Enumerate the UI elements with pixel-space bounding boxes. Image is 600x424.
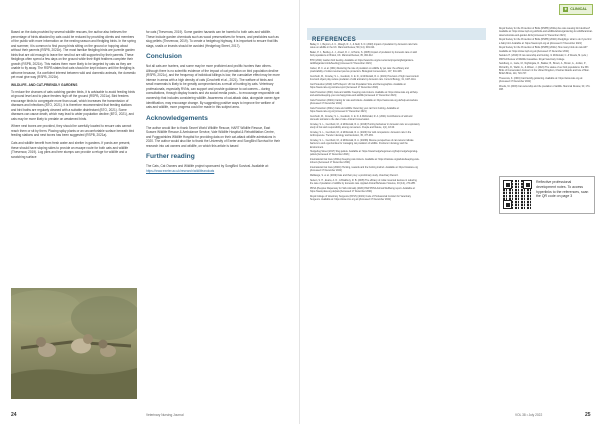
reference-entry: International Cat Care (2021b) Hunting, rewards and the hunting instinct. Available at: https://icatcare.org [Accessed 17 December 2021] — [310, 167, 418, 173]
paragraph: Not all cats are hunters, and some may be more proficient and prolific hunters than others. Although there is no scientific evidence of the impact of cat predation on bird population decline (RSPB, 2021c), and the frequency of individual killings is low, the cumulative effect may be more intense in areas with a high density of cats (Cecchetti et al., 2021). The welfare of birds and small mammals is likely to be greatly compromised as a result of hunting by cats. Veterinary professionals, especially RVNs, can support and provide guidance to cat owners – during consultations, through display boards and via social media posts – to encourage responsible cat ownership that includes considering wildlife. Awareness of cat-attack data, alongside owner-type identification, may encourage change. By suggesting positive ways to improve the welfare of cats and wildlife, more progress could be made in this subject area. — [146, 64, 280, 110]
references-column-2 — [499, 28, 593, 94]
paragraph: for cats (Thevenow, 2019). Some garden hazards can be harmful to both cats and wildlife. These include garden chemicals such as wood preservatives for fences, and pesticides such as slug pellets (Thevenow, 2019). To create a hedgehog highway, it is important to ensure that lilts stags, snails or insects should be avoided (Hedgehog Street, 2017). — [146, 30, 279, 48]
birds-illustration — [11, 288, 137, 399]
reference-entry: Crowley, S. L., Cecchetti, M., & McDonald, R. A. (2019) Hunting behaviour in domestic cats: an exploratory study of risk and responsibility among cat owners. People and Nature, 1(1), 18-30. — [310, 123, 420, 130]
clinical-icon: ✚ — [564, 6, 567, 11]
qr-code-icon[interactable] — [503, 180, 532, 209]
reference-entry: Thevenow, K. (2019) Cat-friendly gardening. Available at: https://www.cats.org.uk [Accessed 17 December 2021] — [499, 77, 583, 84]
conclusion-heading: Conclusion — [146, 53, 182, 61]
fledgling-birds-photo — [11, 288, 137, 399]
reference-entry: Royal Society for the Protection of Birds (RSPB) (2021a) Are cats causing bird declines? Available at: https://www.rspb.org.uk/birds-and-wildlife/advice/gardening-for-wildlife/animal-deterrents/cats-and-garden-birds [Accessed 17 December 2021] — [499, 28, 593, 37]
volume-footer: VOL 38 • July 2022 — [515, 413, 543, 417]
reference-entry: Cat Protection (2019) CATS Report: UK Cat Population Size and Demographics. Available at: https://www.cats.org.uk/cats-report [Accessed 17 December 2021] — [310, 83, 407, 90]
left-column-2 — [146, 30, 280, 176]
paragraph: To reduce the chances of cats catching garden birds, it is advisable to avoid feeding birds at ground level and to place feeders high off the ground (RSPB, 2021a). Bird feeders encourage birds to congregate more than usual, which increases the transmission of diseases and infections (BTO, 2021). It is therefore recommended that feeding stations and bird baths are regularly cleaned with a suitable disinfectant (BTO, 2021). Some diseases can cause death, which may lead to wider population decline (BTO, 2021), and cats may be more likely to predate on weakened birds. — [11, 89, 135, 121]
section-subheading: WILDLIFE- AND CAT-FRIENDLY GARDENS — [11, 83, 78, 88]
paragraph: Cats and wildlife benefit from fresh water and shelter in gardens. If ponds are present, these should have sloping sides to provide an escape route for both cats and wildlife (Thevenow, 2019). Log piles and tree stumps can provide a refuge for wildlife and a scratching surface — [11, 141, 131, 159]
reference-entry: Royal College of Veterinary Surgeons (RCVS) (2021) Code of Professional Conduct for Veterinary Surgeons. Available at: https://www.rcvs.org.uk [Accessed 17 December 2021] — [310, 195, 411, 202]
reference-entry: Cats Protection (2021) Cats and wildlife: Keeping cats indoors. Available at: https://www.cats.org.uk/help-and-advice/keeping-your-cat-happy/cats-and-wildlife [Accessed 17 December 2021] — [310, 91, 419, 98]
page-number-right: 25 — [585, 412, 591, 418]
reference-entry: Cats Protection (2021b) Caring for cats and kittens. Available at: https://www.cats.org.uk/help-and-advice [Accessed 17 December 2021] — [310, 99, 418, 106]
references-title: REFERENCES — [312, 37, 357, 43]
further-reading-link[interactable]: https://www.exeter.ac.uk/research/wildlifeandcats — [146, 168, 215, 173]
qr-code-panel — [499, 176, 595, 214]
further-reading-heading: Further reading — [146, 153, 195, 161]
qr-code-instructions: Reflective professional development notes. To access hyperlinks to the references, scan the QR code on page 3 — [536, 180, 589, 199]
reference-entry: Cecchetti, M., Crowley, S. L., Goodwin, C. E. D. & McDonald, R. A. (2021) Contributions of wild and domestic animals to the diet of cats. Animal Conservation. — [310, 115, 413, 122]
reference-entry: BTO (2021) Garden bird feeding. Available at: https://www.bto.org/our-science/projects/gbw/gardens-wildlife/garden-birds/feeding [Accessed 17 December 2021] — [310, 59, 414, 66]
reference-entry: Nelson, S. H., Evans, A. D., & Bradbury, R. B. (2005) The efficacy of collar-mounted devices in reducing the rate of predation of wildlife by domestic cats. Applied Animal Behaviour Science, 94 (3-4), 273-285. — [310, 179, 417, 186]
reference-entry: Crowley, S. L., Cecchetti, M., & McDonald, R. A. (2020b) Diverse perspectives of cat owners indicate barriers to and opportunities for managing cat predation of wildlife. Frontiers in Ecology and the Environment. — [310, 139, 414, 149]
reference-entry: Royal Society for the Protection of Birds (RSPB) (2021b) Fledglings: what to do if you find a baby bird. Available at: https://www.rspb.org.uk [Accessed 17 December 2021] — [499, 39, 592, 45]
reference-entry: Hedgehog Street (2017) Slug pellets. Available at: https://www.hedgehogstreet.org/help-hedgehogs/slug-pellets [Accessed 17 December 2021] — [310, 151, 418, 157]
section-badge-label: CLINICAL — [570, 7, 587, 11]
right-page — [300, 0, 600, 424]
paragraph: The author would like to thank Secret World Wildlife Rescue, HART Wildlife Rescue, East Sussex Wildlife Rescue & Ambulance Service, Vale Wildlife Hospital & Rehabilitation Centre, and Foggywinkles Wildlife Hospital for providing data on their cat-attack wildlife admissions in 2020. The author would also like to thank the University of Exeter and SongBird Survival for their research into cat owners and wildlife, on which this article is based — [146, 125, 281, 148]
section-badge — [559, 4, 593, 15]
reference-entry: Sanders H. (2019) Of cat ownership and hunting. In McDonald, C. & Woods, M. (eds.) RSPCA Review of Wildlife Casualties. Royal Veterinary College. — [499, 55, 588, 61]
further-reading-text: The Cats, Cat Owners and Wildlife project sponsored by SongBird Survival. Available at: — [146, 164, 269, 169]
reference-entry: Cecchetti, M., Crowley, S. L., Goodwin, C. E. D., & McDonald, R. A. (2021) Provision of high meat content food and object play reduce predation of wild animals by domestic cats. Current Biology, 31, 1107-1111. — [310, 75, 419, 82]
reference-entry: International Cat Care (2021a) Keeping cats indoors. Available at: https://icatcare.org/advice/keeping-cats-indoors [Accessed 17 December 2021] — [310, 159, 420, 165]
paragraph — [146, 164, 280, 173]
reference-entry: PDSA (Peoples Dispensary for Sick Animals) (2020) PAW PDSA Animal Wellbeing report. Available at: https://www.pdsa.org.uk/paw [Accessed 17 December 2021] — [310, 187, 416, 194]
reference-entry: Sandberg, A., Gaze, M., Nightingale, R., Bakker, B., Brown, A., Brown, A., Jordan, P., McCarthy, R., Webb, G., & Wilson, J. (2021) The status of our bird populations: the fifth Birds of Conservation Concern in the United Kingdom, Channel Islands and Isle of Man. British Birds, 114, 723-747. — [499, 63, 590, 76]
acknowledgements-heading: Acknowledgements — [146, 114, 208, 122]
reference-entry: Crowley, S. L., Cecchetti, M., & McDonald, R. A. (2020) Our wild companions: domestic cats in the Anthropocene. Trends in Ecology and Evolution, 35, 477-483. — [310, 131, 412, 138]
reference-entry: Baker, P. J., Bentley, A. J., Ansell, R. J., & Harris, S. (2005) Impact of predation by domestic cats on wild bird populations in Bristol, UK. Mammal Review, 35, 302-312. — [310, 51, 417, 58]
reference-entry: Woods, M. (2003) Cat ownership and the predation of wildlife. Mammal Review, 33, 174-188. — [499, 85, 591, 92]
paragraph: Where nest boxes are provided, they should be carefully located to ensure cats cannot reach them or sit by them. Placing spiky plants or an uncomfortable surface beneath bird feeding stations and nest boxes has been suggested (RSPB, 2021a). — [11, 124, 135, 138]
reference-entry: Mahlangu, S. et al. (2019) Cats and their prey: a preliminary study. Veterinary Record. — [310, 175, 399, 178]
journal-name-footer: Veterinary Nursing Journal — [146, 413, 184, 417]
paragraph: Based on the data provided by several wildlife rescues, the author also believes the percentage of birds attacked by cats could be reduced by providing clients and members of the public with more information on the nesting season and fledgling birds. In the spring and summer, it is common to find young birds sitting on the ground or hopping about without their parents (RSPB, 2021b). The most familiar fledgling birds are juvenile garden birds that are old enough to leave the nest but are still supported by their parents. These fledglings often spend a few days on the ground while their flight feathers complete their growth (RSPB, 2021b). This makes them more likely to be targeted by cats as they are unable to fly away. The RSPB states that cats should be kept indoors until the fledgling is airborne because, if a confident interest between wild and domestic animals, the domestic pet must give way (RSPB, 2021b). — [11, 30, 136, 80]
reference-entry: Royal Society for the Protection of Birds (RSPB) (2021c) How many birds do cats kill? Available at: https://www.rspb.org.uk [Accessed 17 December 2021] — [499, 47, 588, 53]
page-number-left: 24 — [11, 412, 17, 418]
reference-entry: Cats Protection (2021c) Cats and wildlife: Deterring your cat from hunting. Available at: https://www.cats.org.uk [Accessed 17 December 2021] — [310, 107, 400, 114]
left-column-1 — [11, 30, 137, 162]
references-header — [307, 28, 486, 43]
reference-entry: Calver, M. C. et al. (2011) Reducing the rate of predation on wildlife by pet cats: the efficacy and practicability of collar-mounted pounce protectors. Biological Conservation, 137, 341-348. — [310, 67, 409, 74]
reference-entry: Bailey, F. I., Beynon, A. C., Waugh, R. J., & Neill, S. D. (2020) Impact of predation by domestic cats Felis catus on wildlife in the UK. Mammal Review, 50 (3-4), 303-314. — [310, 44, 418, 50]
references-column-1 — [310, 44, 420, 204]
